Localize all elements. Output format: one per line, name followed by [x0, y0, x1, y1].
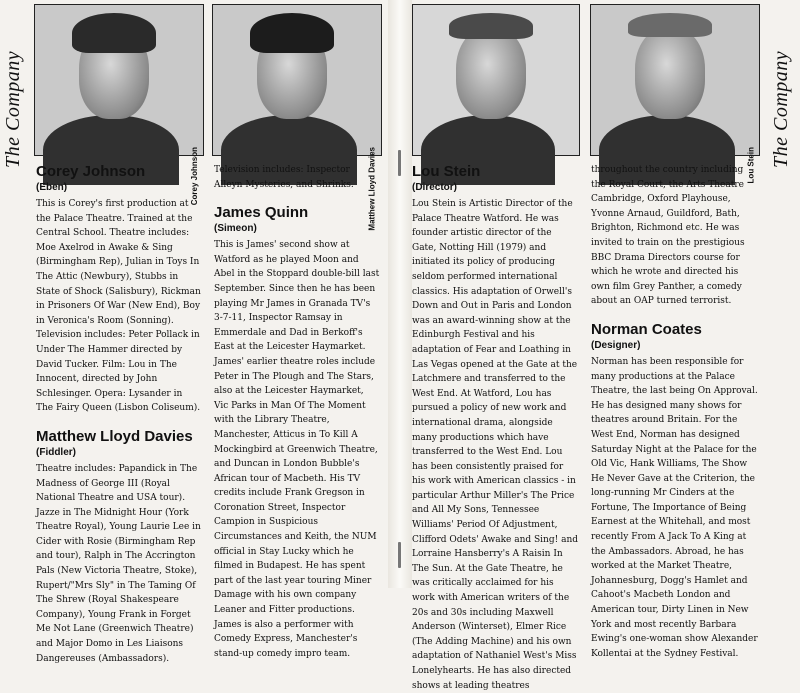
- cast-bio-continued: throughout the country including the Royal Court, the Arts Theatre Cambridge, Oxford Playhouse, Yvonne Arnaud, Guildford, Bath, Brighton, Richmond etc. He was invited to train on the prestigious BBC Drama Directors course for which he wrote and directed his own film Grey Panther, a comedy about an OAP turned terrorist.: [591, 165, 745, 307]
- cast-role: (Simeon): [214, 223, 257, 235]
- cast-role: (Designer): [591, 339, 641, 351]
- cast-name-lou-stein: Lou Stein: [412, 163, 481, 180]
- cast-bio: Theatre includes: Papandick in The Madness of George III (Royal National Theatre and USA tour). Jazze in The Midnight Hour (York Theatre Royal), Young Laurie Lee in Cider with Rosie (Birmingham Rep and tour), Ralph in The Accrington Pals (New Victoria Theatre, Stoke), Rupert/"Mrs Sly" in The Taming Of The Shrew (Royal Shakespeare Company), Young Frank in Forget Me Not Lane (Greenwich Theatre) and Major Domo in Les Liaisons Dangereuses (Ambassadors).: [36, 463, 201, 664]
- cast-role: (Fiddler): [36, 446, 76, 458]
- cast-name-james-quinn: James Quinn: [214, 204, 309, 222]
- staple-top: [398, 150, 401, 176]
- cast-name-corey-johnson: Corey Johnson: [36, 163, 146, 180]
- column-2: [214, 163, 380, 661]
- photo-credit: Matthew Lloyd Davies: [368, 147, 377, 231]
- page-fold: [388, 0, 412, 588]
- column-3: [412, 163, 578, 693]
- column-4: [591, 163, 758, 661]
- photo-credit: Lou Stein: [746, 147, 755, 184]
- spine-title-right: [768, 0, 796, 588]
- photo-lou-stein: [590, 4, 760, 184]
- column-1: [36, 163, 202, 666]
- cast-bio: This is Corey's first production at the Palace Theatre. Trained at the Central School. Theatre includes: Moe Axelrod in Awake & Sing (Birmingham Rep), Julian in Toys In The Attic (Newbury), Stubbs in State of Shock (Salisbury), Rickman in Prisoners Of War (New End), Boy in Veronica's Room (Sonning). Television includes: Peter Pollack in Under The Hammer directed by David Tucker. Film: Lou in The Innocent, directed by John Schlesinger. Opera: Lysander in The Fairy Queen (Lisbon Coliseum).: [36, 199, 201, 414]
- cast-name-matthew-lloyd-davies: Matthew Lloyd Davies: [36, 427, 193, 445]
- cast-bio: Norman has been responsible for many productions at the Palace Theatre, the last being On Approval. He has designed many shows for theatres around Britain. For the West End, Norman has designed Saturday Night at the Palace for the Old Vic, Hank Williams, The Show He Never Gave at the Criterion, the long-running Mr Cinders at the Fortune, The Importance of Being Earnest at the Whitehall, and most recently From A Jack To A King at the Ambassadors. Abroad, he has worked at the Market Theatre, Johannesburg, Dogg's Hamlet and Cahoot's Macbeth London and American tour, Dirty Linen in New York and most recently Barbara Ewing's one-woman show Alexander Kollentai at the Sydney Festival.: [591, 356, 758, 659]
- cast-role: (Director): [412, 182, 458, 193]
- cast-role: (Eben): [36, 182, 68, 193]
- cast-bio: This is James' second show at Watford as he played Moon and Abel in the Stoppard double-bill last September. Since then he has been playing Mr James in Granada TV's 3-7-11, Inspector Ramsay in Emmerdale and Dad in Berkoff's East at the Leicester Haymarket. James' earlier theatre roles include Peter in The Plough and The Stars, also at the Leicester Haymarket, Vic Parks in Man Of The Moment with the Library Theatre, Manchester, Atticus in To Kill A Mockingbird at Greenwich Theatre, and Duncan in London Bubble's African tour of Macbeth. His TV credits include Frank Gregson in Coronation Street, Inspector Campion in Suspicious Circumstances and Keith, the NUM official in Stay Lucky which he filmed in Budapest. He has spent part of the last year touring Miner Damage with his own company Leaner and Fitter productions. James is also a performer with Comedy Express, Manchester's stand-up comedy impro team.: [214, 240, 380, 659]
- cast-bio: Lou Stein is Artistic Director of the Palace Theatre Watford. He was founder artistic director of the Gate, Notting Hill (1979) and initiated its policy of producing seldom performed international classics. His adaptation of Orwell's Down and Out in Paris and London was an award-winning show at the Edinburgh Festival and his adaptation of Fear and Loathing in Las Vegas opened at the Gate at the Latchmere and transferred to the West End. At Watford, Lou has pursued a policy of new work and international drama, alongside many productions which have transferred to the West End. Lou has been consistently praised for his work with American classics - in particular Arthur Miller's The Price and All My Sons, Tennessee Williams' Period Of Adjustment, Clifford Odets' Awake and Sing! and Lorraine Hansberry's A Raisin In The Sun. At the Gate Theatre, he was critically acclaimed for his work with American writers of the 20s and 30s including Maxwell Anderson (Winterset), Elmer Rice (The Adding Machine) and his own adaptation of Nathaniel West's Miss Lonelyhearts. He has also directed shows at leading theatres: [412, 199, 579, 691]
- photo-credit: Corey Johnson: [190, 147, 199, 206]
- staple-bottom: [398, 542, 401, 568]
- spine-title-text: The Company: [2, 50, 24, 168]
- spine-title-text: The Company: [770, 50, 792, 168]
- photo-james-quinn: [412, 4, 580, 156]
- cast-bio-continued: Television includes: Inspector Alleyn Mysteries, and Shrinks.: [214, 165, 354, 190]
- cast-name-norman-coates: Norman Coates: [591, 320, 702, 338]
- spine-title-left: [0, 0, 28, 588]
